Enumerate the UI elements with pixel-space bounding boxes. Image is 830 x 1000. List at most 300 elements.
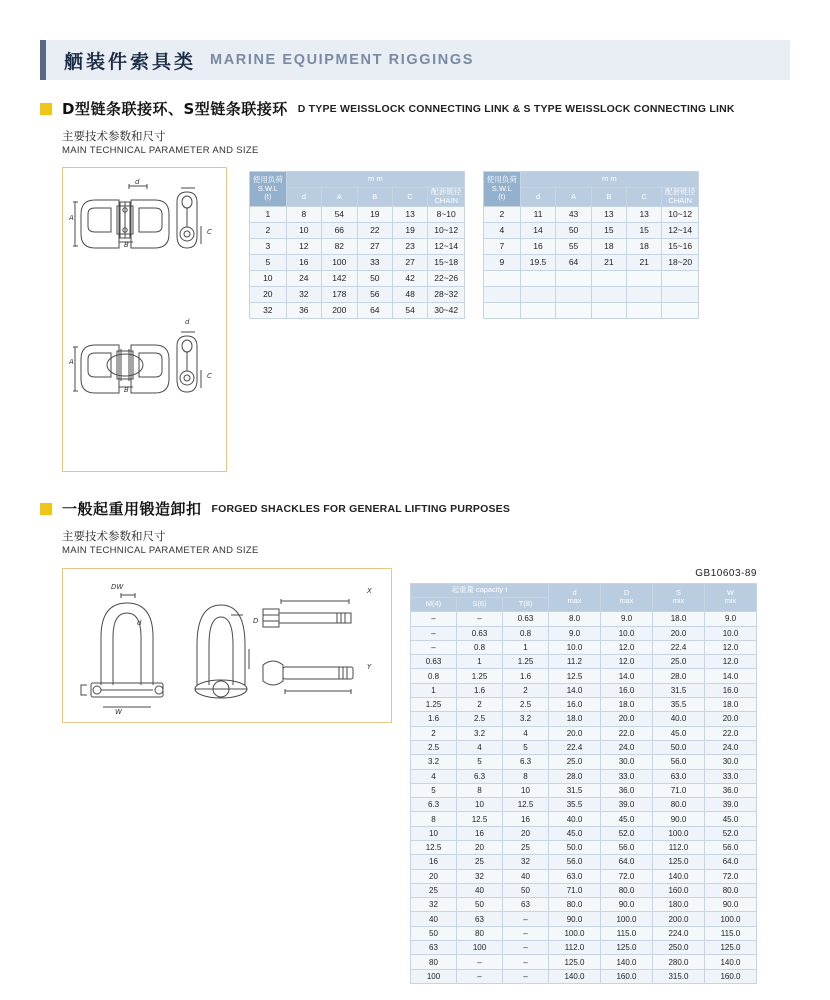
cell: 10: [457, 798, 503, 812]
fig-label-Y: Y: [367, 662, 372, 671]
th-d-right: d: [520, 188, 556, 206]
cell: 82: [321, 238, 357, 254]
cell: 10.0: [705, 626, 757, 640]
cell: 27: [357, 238, 392, 254]
section2-title-cn: 一般起重用锻造卸扣: [62, 500, 202, 519]
cell: 13: [392, 206, 427, 222]
cell: 24: [286, 270, 321, 286]
cell: 0.8: [411, 669, 457, 683]
th-D-max: D max: [601, 583, 653, 612]
cell: 22: [357, 222, 392, 238]
cell: 250.0: [653, 941, 705, 955]
cell: 12.5: [503, 798, 549, 812]
cell: [662, 286, 699, 302]
fig-label-A-bottom: A: [69, 358, 74, 367]
cell: 112.0: [549, 941, 601, 955]
cell: 1: [457, 655, 503, 669]
cell: 20: [411, 869, 457, 883]
cell: 21: [627, 254, 662, 270]
th-B-left: B: [357, 188, 392, 206]
cell: 15~16: [662, 238, 699, 254]
cell: 64: [357, 302, 392, 318]
cell: 24.0: [601, 740, 653, 754]
cell: 39.0: [601, 798, 653, 812]
section2-subhead: [62, 529, 790, 557]
section1-tables: [249, 171, 699, 318]
table-row: [250, 254, 465, 270]
table-row: [250, 302, 465, 318]
cell: 12.0: [601, 655, 653, 669]
cell: 50: [411, 926, 457, 940]
cell: –: [457, 955, 503, 969]
cell: 8.0: [549, 612, 601, 626]
cell: 100: [321, 254, 357, 270]
cell: 2.5: [411, 740, 457, 754]
cell: [484, 302, 521, 318]
cell: 1.6: [411, 712, 457, 726]
cell: 19: [392, 222, 427, 238]
table-shackles: [410, 583, 757, 984]
cell: 25.0: [549, 755, 601, 769]
cell: 5: [250, 254, 287, 270]
cell: 66: [321, 222, 357, 238]
cell: 1.6: [457, 683, 503, 697]
cell: 16: [411, 855, 457, 869]
cell: [627, 302, 662, 318]
cell: 56.0: [705, 841, 757, 855]
cell: 40.0: [549, 812, 601, 826]
cell: 100.0: [705, 912, 757, 926]
cell: –: [503, 969, 549, 983]
cell: 160.0: [653, 883, 705, 897]
cell: 13: [627, 206, 662, 222]
cell: 1.6: [503, 669, 549, 683]
cell: 115.0: [601, 926, 653, 940]
cell: 32: [503, 855, 549, 869]
cell: 15: [627, 222, 662, 238]
cell: 8: [411, 812, 457, 826]
cell: 20.0: [549, 726, 601, 740]
section2-figure: [62, 568, 392, 723]
cell: [591, 270, 626, 286]
cell: 90.0: [705, 898, 757, 912]
cell: 100.0: [549, 926, 601, 940]
cell: 22.4: [549, 740, 601, 754]
cell: 64: [556, 254, 591, 270]
table-row: [411, 669, 757, 683]
cell: 125.0: [705, 941, 757, 955]
cell: [662, 302, 699, 318]
fig-label-A-top: A: [69, 214, 74, 223]
cell: 125.0: [549, 955, 601, 969]
cell: 16: [457, 826, 503, 840]
cell: 39.0: [705, 798, 757, 812]
table-s-type: [483, 171, 699, 318]
cell: 40: [457, 883, 503, 897]
cell: 0.63: [503, 612, 549, 626]
cell: 64.0: [601, 855, 653, 869]
table-row: [411, 712, 757, 726]
cell: 56.0: [653, 755, 705, 769]
cell: 4: [457, 740, 503, 754]
section2-header: [40, 498, 790, 519]
th-mm-left: m m: [286, 172, 464, 188]
cell: 2: [484, 206, 521, 222]
cell: 20.0: [601, 712, 653, 726]
table-s-type-body: [484, 206, 699, 318]
cell: 100: [457, 941, 503, 955]
cell: 45.0: [705, 812, 757, 826]
fig-label-d: d: [137, 618, 142, 627]
cell: 28~32: [428, 286, 465, 302]
cell: [556, 302, 591, 318]
section2: [40, 498, 790, 984]
cell: 45.0: [601, 812, 653, 826]
cell: 80: [411, 955, 457, 969]
cell: 28.0: [549, 769, 601, 783]
cell: 80.0: [653, 798, 705, 812]
cell: 18.0: [705, 698, 757, 712]
table-row: [484, 222, 699, 238]
fig-label-DW: DW: [111, 582, 124, 591]
cell: [484, 286, 521, 302]
cell: 9.0: [549, 626, 601, 640]
cell: 64.0: [705, 855, 757, 869]
section1-subhead-en: MAIN TECHNICAL PARAMETER AND SIZE: [62, 144, 259, 156]
cell: 25: [411, 883, 457, 897]
cell: 54: [392, 302, 427, 318]
cell: [662, 270, 699, 286]
cell: 54: [321, 206, 357, 222]
table-row: [411, 826, 757, 840]
cell: 40.0: [653, 712, 705, 726]
cell: 36: [286, 302, 321, 318]
cell: 100.0: [653, 826, 705, 840]
cell: –: [503, 955, 549, 969]
table-row: [411, 612, 757, 626]
cell: [556, 286, 591, 302]
table-row: [411, 755, 757, 769]
cell: 178: [321, 286, 357, 302]
cell: 200: [321, 302, 357, 318]
fig-label-C-bottom: C: [207, 372, 212, 381]
cell: 10: [286, 222, 321, 238]
cell: 115.0: [705, 926, 757, 940]
standard-code: GB10603-89: [695, 567, 757, 579]
cell: 20.0: [705, 712, 757, 726]
cell: 80: [457, 926, 503, 940]
cell: 22.0: [705, 726, 757, 740]
cell: 63.0: [549, 869, 601, 883]
table-row: [411, 626, 757, 640]
cell: 56: [357, 286, 392, 302]
cell: 50: [556, 222, 591, 238]
cell: 35.5: [653, 698, 705, 712]
cell: –: [503, 926, 549, 940]
cell: 72.0: [601, 869, 653, 883]
table-row: [411, 912, 757, 926]
cell: 1: [411, 683, 457, 697]
cell: 7: [484, 238, 521, 254]
th-T8: T(8): [503, 597, 549, 611]
fig-label-W: W: [115, 707, 122, 716]
connecting-link-drawings: [67, 172, 222, 467]
cell: 33.0: [601, 769, 653, 783]
cell: 4: [503, 726, 549, 740]
cell: [520, 286, 556, 302]
cell: 32: [286, 286, 321, 302]
table-row: [250, 270, 465, 286]
cell: 90.0: [653, 812, 705, 826]
table-row: [411, 955, 757, 969]
table-row: [250, 286, 465, 302]
th-mm-right: m m: [520, 172, 698, 188]
table-row: [411, 869, 757, 883]
cell: 40: [503, 869, 549, 883]
cell: 16: [286, 254, 321, 270]
th-M4: M(4): [411, 597, 457, 611]
cell: 12.5: [549, 669, 601, 683]
section1-title-en: D TYPE WEISSLOCK CONNECTING LINK & S TYPE WEISSLOCK CONNECTING LINK: [297, 102, 735, 115]
cell: 31.5: [549, 783, 601, 797]
th-d-left: d: [286, 188, 321, 206]
cell: 20: [250, 286, 287, 302]
cell: 10.0: [601, 626, 653, 640]
cell: 23: [392, 238, 427, 254]
cell: 36.0: [601, 783, 653, 797]
th-capacity-group: 起重量 capacity t: [411, 583, 549, 597]
cell: 125.0: [653, 855, 705, 869]
th-B-right: B: [591, 188, 626, 206]
th-chain-left: 配套链径 CHAIN: [428, 188, 465, 206]
cell: 0.8: [503, 626, 549, 640]
cell: 160.0: [705, 969, 757, 983]
cell: 22.0: [601, 726, 653, 740]
cell: –: [411, 612, 457, 626]
cell: –: [503, 912, 549, 926]
cell: 16: [503, 812, 549, 826]
square-bullet-icon: [40, 503, 52, 515]
cell: [591, 302, 626, 318]
table-row: [411, 698, 757, 712]
cell: 180.0: [653, 898, 705, 912]
cell: 16.0: [549, 698, 601, 712]
table-row: [411, 655, 757, 669]
cell: 30~42: [428, 302, 465, 318]
cell: 140.0: [705, 955, 757, 969]
fig-label-C-top: C: [207, 228, 212, 237]
cell: 18~20: [662, 254, 699, 270]
cell: 6.3: [411, 798, 457, 812]
cell: 12.0: [601, 640, 653, 654]
table-row: [411, 841, 757, 855]
cell: –: [411, 640, 457, 654]
cell: 80.0: [705, 883, 757, 897]
section2-title-en: FORGED SHACKLES FOR GENERAL LIFTING PURPOSES: [211, 502, 511, 515]
cell: 36.0: [705, 783, 757, 797]
cell: 40: [411, 912, 457, 926]
cell: 315.0: [653, 969, 705, 983]
table-row: [411, 898, 757, 912]
cell: [591, 286, 626, 302]
cell: 8~10: [428, 206, 465, 222]
table-row: [411, 883, 757, 897]
cell: 2: [457, 698, 503, 712]
cell: 2.5: [503, 698, 549, 712]
cell: 32: [457, 869, 503, 883]
cell: 100.0: [601, 912, 653, 926]
cell: 2.5: [457, 712, 503, 726]
cell: 12.5: [411, 841, 457, 855]
cell: 50: [357, 270, 392, 286]
table-row: [411, 683, 757, 697]
table-d-type-body: [250, 206, 465, 318]
cell: 5: [457, 755, 503, 769]
cell: 19: [357, 206, 392, 222]
cell: –: [503, 941, 549, 955]
cell: 2: [411, 726, 457, 740]
cell: 56.0: [601, 841, 653, 855]
cell: 21: [591, 254, 626, 270]
th-swl-left: 使用负荷 S.W.L (t): [250, 172, 287, 206]
fig-label-d-bottom: d: [185, 318, 190, 327]
cell: 52.0: [601, 826, 653, 840]
th-C-right: C: [627, 188, 662, 206]
shackle-drawings: [67, 573, 387, 718]
cell: 63: [411, 941, 457, 955]
cell: 33.0: [705, 769, 757, 783]
cell: 12.0: [705, 640, 757, 654]
cell: 1.25: [411, 698, 457, 712]
cell: 31.5: [653, 683, 705, 697]
th-W-mix: W mix: [705, 583, 757, 612]
cell: 9.0: [705, 612, 757, 626]
cell: 90.0: [549, 912, 601, 926]
table-row: [411, 769, 757, 783]
cell: 25: [457, 855, 503, 869]
cell: 63: [457, 912, 503, 926]
cell: 12~14: [428, 238, 465, 254]
cell: 10: [250, 270, 287, 286]
cell: 28.0: [653, 669, 705, 683]
cell: 18.0: [549, 712, 601, 726]
cell: 90.0: [601, 898, 653, 912]
cell: 55: [556, 238, 591, 254]
cell: 0.63: [411, 655, 457, 669]
cell: 12.0: [705, 655, 757, 669]
page-content: [40, 40, 790, 981]
cell: 200.0: [653, 912, 705, 926]
cell: 3: [250, 238, 287, 254]
cell: 12.5: [457, 812, 503, 826]
table-d-type: [249, 171, 465, 318]
square-bullet-icon: [40, 103, 52, 115]
section1-subhead: [62, 129, 790, 157]
cell: 32: [411, 898, 457, 912]
cell: 22.4: [653, 640, 705, 654]
cell: 52.0: [705, 826, 757, 840]
table-row: [250, 206, 465, 222]
cell: 18: [627, 238, 662, 254]
cell: 22~26: [428, 270, 465, 286]
table-row: [250, 238, 465, 254]
cell: 3.2: [411, 755, 457, 769]
cell: 25: [503, 841, 549, 855]
cell: 63: [503, 898, 549, 912]
cell: 140.0: [601, 955, 653, 969]
section2-table-wrap: [410, 568, 757, 984]
section1-figure: [62, 167, 227, 472]
fig-label-D: D: [253, 616, 259, 625]
table-row: [411, 926, 757, 940]
cell: 8: [457, 783, 503, 797]
cell: 71.0: [549, 883, 601, 897]
cell: 142: [321, 270, 357, 286]
fig-label-X: X: [367, 586, 372, 595]
section1-body: [62, 167, 790, 472]
table-row: [484, 270, 699, 286]
fig-label-d-top: d: [135, 178, 140, 187]
cell: 2: [503, 683, 549, 697]
cell: 14.0: [549, 683, 601, 697]
cell: 33: [357, 254, 392, 270]
cell: 72.0: [705, 869, 757, 883]
section1-header: [40, 98, 790, 119]
cell: [484, 270, 521, 286]
cell: 0.8: [457, 640, 503, 654]
table-row: [411, 726, 757, 740]
cell: 16: [520, 238, 556, 254]
cell: 71.0: [653, 783, 705, 797]
cell: 16.0: [705, 683, 757, 697]
cell: 45.0: [653, 726, 705, 740]
table-row: [411, 783, 757, 797]
cell: 18.0: [653, 612, 705, 626]
cell: 30.0: [705, 755, 757, 769]
th-S-mix: S mix: [653, 583, 705, 612]
cell: 160.0: [601, 969, 653, 983]
cell: 1.25: [457, 669, 503, 683]
cell: 10: [411, 826, 457, 840]
cell: 12: [286, 238, 321, 254]
table-row: [484, 302, 699, 318]
table-row: [411, 798, 757, 812]
table-row: [411, 969, 757, 983]
cell: 80.0: [549, 898, 601, 912]
table-row: [484, 238, 699, 254]
cell: 11.2: [549, 655, 601, 669]
cell: 50: [503, 883, 549, 897]
cell: 5: [411, 783, 457, 797]
th-S6: S(6): [457, 597, 503, 611]
cell: 25.0: [653, 655, 705, 669]
cell: 1: [503, 640, 549, 654]
cell: 43: [556, 206, 591, 222]
cell: 140.0: [549, 969, 601, 983]
cell: 16.0: [601, 683, 653, 697]
cell: 14.0: [705, 669, 757, 683]
cell: 24.0: [705, 740, 757, 754]
cell: 10.0: [549, 640, 601, 654]
cell: [520, 270, 556, 286]
table-row: [411, 812, 757, 826]
table-row: [411, 941, 757, 955]
cell: 6.3: [457, 769, 503, 783]
cell: 18.0: [601, 698, 653, 712]
table-row: [484, 254, 699, 270]
cell: 3.2: [457, 726, 503, 740]
cell: 4: [411, 769, 457, 783]
